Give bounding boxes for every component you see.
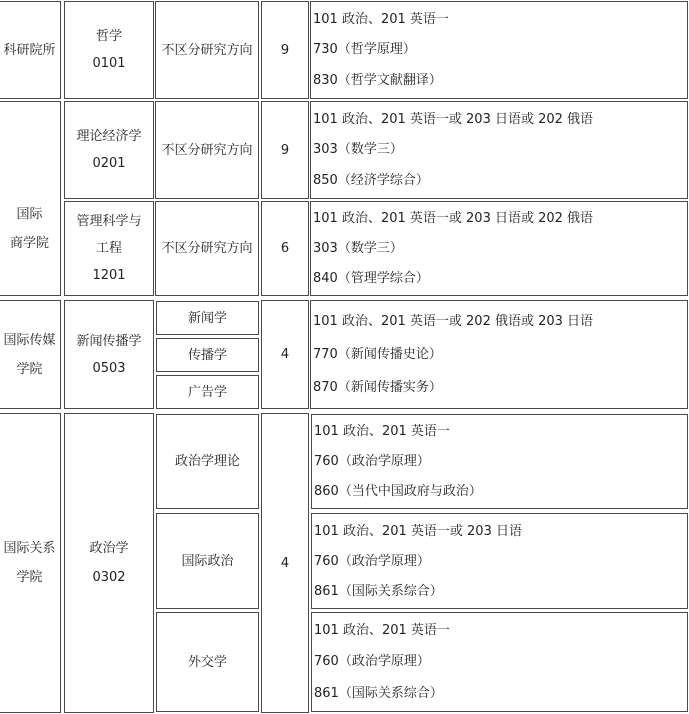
major-name: 工程: [95, 241, 122, 256]
major-cell: [64, 1, 154, 99]
exam-subjects-cell: [310, 101, 688, 199]
major-name: 政治学: [89, 541, 129, 556]
direction-cell: [155, 201, 259, 296]
exam-subjects-cell: [311, 612, 688, 712]
exam-subject-line: 861（国际关系综合）: [314, 583, 443, 599]
direction-cell: [156, 612, 259, 712]
major-name: 哲学: [95, 29, 122, 44]
exam-subjects-cell: [311, 414, 688, 509]
major-code: 1201: [92, 268, 126, 283]
exam-subject-line: 770（新闻传播史论）: [313, 347, 442, 362]
exam-subject-line: 760（政治学原理）: [314, 453, 430, 469]
exam-subject-line: 101 政治、201 英语一: [313, 11, 449, 27]
quota-value: 4: [280, 555, 290, 571]
direction-label: 传播学: [187, 347, 227, 363]
direction-label: 外交学: [187, 654, 227, 670]
exam-subject-line: 303（数学三）: [313, 240, 403, 256]
direction-label: 广告学: [187, 384, 227, 400]
quota-value: 4: [280, 347, 290, 362]
college-name: 商学院: [9, 235, 49, 251]
major-name: 理论经济学: [76, 129, 142, 144]
major-code: 0201: [92, 156, 126, 171]
exam-subject-line: 830（哲学文献翻译）: [313, 73, 442, 89]
college-name: 学院: [16, 361, 43, 377]
major-name: 管理科学与: [76, 214, 142, 229]
major-code: 0503: [92, 360, 126, 376]
direction-label: 不区分研究方向: [161, 241, 253, 256]
quota-value: 9: [280, 42, 290, 58]
exam-subject-line: 860（当代中国政府与政治）: [314, 483, 482, 499]
direction-cell: [156, 513, 259, 609]
quota-cell: [261, 413, 309, 713]
exam-subject-line: 101 政治、201 英语一: [314, 623, 450, 639]
direction-label: 新闻学: [187, 310, 227, 326]
quota-cell: [261, 1, 309, 99]
quota-cell: [261, 201, 309, 296]
direction-label: 不区分研究方向: [161, 42, 253, 58]
exam-subject-line: 101 政治、201 英语一或 202 俄语或 203 日语: [313, 314, 594, 329]
exam-subject-line: 730（哲学原理）: [313, 42, 416, 58]
major-cell: [64, 101, 154, 199]
major-name: 新闻传播学: [76, 333, 142, 349]
direction-cell: [155, 1, 259, 99]
direction-cell: [156, 375, 259, 409]
exam-subject-line: 840（管理学综合）: [313, 270, 429, 286]
direction-label: 不区分研究方向: [161, 142, 253, 158]
exam-subject-line: 850（经济学综合）: [313, 173, 429, 189]
direction-label: 国际政治: [181, 553, 234, 569]
quota-cell: [261, 101, 309, 199]
exam-subject-line: 870（新闻传播实务）: [313, 380, 442, 395]
college-name: 学院: [16, 570, 43, 585]
college-cell: [0, 101, 61, 296]
major-code: 0302: [92, 570, 126, 585]
college-cell: [0, 1, 61, 99]
direction-label: 政治学理论: [174, 454, 240, 469]
exam-subject-line: 760（政治学原理）: [314, 553, 430, 569]
exam-subjects-cell: [310, 1, 688, 99]
college-cell: [0, 300, 61, 409]
exam-subject-line: 303（数学三）: [313, 142, 403, 158]
direction-cell: [155, 101, 259, 199]
direction-cell: [156, 301, 259, 335]
exam-subject-line: 101 政治、201 英语一或 203 日语或 202 俄语: [313, 211, 594, 227]
major-cell: [64, 413, 154, 713]
exam-subject-line: 101 政治、201 英语一: [314, 424, 450, 440]
college-name: 国际传媒: [3, 332, 56, 348]
college-name: 科研院所: [3, 42, 56, 58]
exam-subject-line: 861（国际关系综合）: [314, 685, 443, 701]
college-name: 国际: [16, 206, 43, 222]
major-cell: [64, 300, 154, 409]
exam-subjects-cell: [310, 201, 688, 296]
exam-subjects-cell: [310, 300, 688, 409]
major-cell: [64, 201, 154, 296]
exam-subject-line: 760（政治学原理）: [314, 654, 430, 670]
college-name: 国际关系: [3, 541, 56, 556]
exam-subject-line: 101 政治、201 英语一或 203 日语或 202 俄语: [313, 111, 594, 127]
quota-value: 9: [280, 142, 290, 158]
direction-cell: [156, 414, 259, 509]
college-cell: [0, 413, 61, 713]
quota-cell: [261, 300, 309, 409]
quota-value: 6: [280, 241, 290, 256]
exam-subject-line: 101 政治、201 英语一或 203 日语: [314, 523, 522, 539]
exam-subjects-cell: [311, 513, 688, 609]
direction-cell: [156, 338, 259, 372]
major-code: 0101: [92, 56, 126, 71]
